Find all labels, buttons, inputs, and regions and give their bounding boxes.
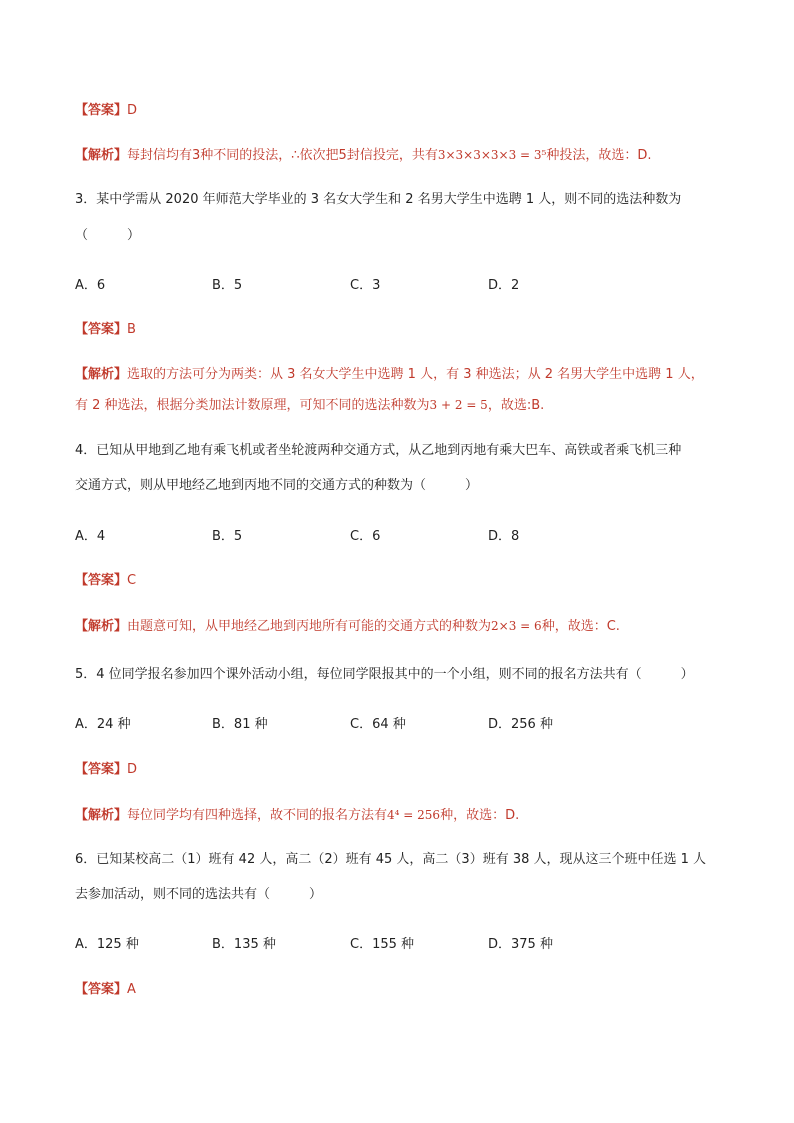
analysis-line-q3 [75,366,734,384]
question-6-option-d: D．375 种 [488,937,553,952]
question-4-option-c: C．6 [350,529,381,544]
question-6-option-c: C．155 种 [350,937,415,952]
question-5-stem: 5．4 位同学报名参加四个课外活动小组，每位同学限报其中的一个小组，则不同的报名方法共有（ ） [75,667,694,682]
answer-line-q2 [75,102,734,120]
analysis-math: 3 + 2 = 5 [429,398,488,412]
answer-tag: 【答案】 [75,762,128,777]
answer-value: B [127,322,136,337]
answer-value: C [127,573,137,588]
analysis-text: 由题意可知，从甲地经乙地到丙地所有可能的交通方式的种数为 [127,619,492,634]
analysis-text: 选取的方法可分为两类：从 3 名女大学生中选聘 1 人，有 3 种选法；从 2 名男大学生中选聘 1 人， [127,367,704,382]
analysis-math: 2×3 = 6 [491,619,542,633]
question-3-option-c: C．3 [350,278,381,293]
question-3-option-a: A．6 [75,278,106,293]
question-5-option-d: D．256 种 [488,717,553,732]
answer-tag: 【答案】 [75,322,128,337]
question-6-option-b: B．135 种 [212,937,276,952]
analysis-text-end: 种，故选：C. [541,619,620,634]
question-5-option-c: C．64 种 [350,717,406,732]
answer-tag: 【答案】 [75,982,128,997]
analysis-tag: 【解析】 [75,619,128,634]
answer-line-q3 [75,321,734,339]
question-4-stem: 4．已知从甲地到乙地有乘飞机或者坐轮渡两种交通方式，从乙地到丙地有乘大巴车、高铁或者乘飞机三种 [75,443,682,458]
answer-value: D [127,103,138,118]
analysis-text-end: ，故选:B. [487,398,545,413]
answer-tag: 【答案】 [75,573,128,588]
analysis-text-end: 种投法，故选：D. [546,148,652,163]
question-6-stem: 6．已知某校高二（1）班有 42 人，高二（2）班有 45 人，高二（3）班有 38 人，现从这三个班中任选 1 人 [75,852,707,867]
question-3-option-d: D．2 [488,278,520,293]
answer-line-q5 [75,761,734,779]
analysis-tag: 【解析】 [75,808,128,823]
analysis-math: 3×3×3×3×3 = 3⁵ [437,148,547,162]
analysis-line-q2 [75,146,734,165]
analysis-line-q3-cont [75,396,734,415]
answer-value: D [127,762,138,777]
answer-line-q4 [75,572,734,590]
question-4-option-b: B．5 [212,529,243,544]
analysis-text: 每封信均有3种不同的投法，∴依次把5封信投完，共有 [127,148,438,163]
analysis-text: 每位同学均有四种选择，故不同的报名方法有 [127,808,388,823]
question-3-stem: 3．某中学需从 2020 年师范大学毕业的 3 名女大学生和 2 名男大学生中选聘 1 人，则不同的选法种数为 [75,192,682,207]
analysis-text-end: 种，故选：D. [440,808,520,823]
answer-value: A [127,982,136,997]
question-6-option-a: A．125 种 [75,937,139,952]
question-4-option-d: D．8 [488,529,520,544]
question-3-stem-cont: （ ） [75,228,141,243]
answer-tag: 【答案】 [75,103,128,118]
analysis-text: 有 2 种选法，根据分类加法计数原理，可知不同的选法种数为 [75,398,430,413]
analysis-tag: 【解析】 [75,367,128,382]
question-5-option-b: B．81 种 [212,717,268,732]
question-4-stem-cont: 交通方式，则从甲地经乙地到丙地不同的交通方式的种数为（ ） [75,478,479,493]
question-6-stem-cont: 去参加活动，则不同的选法共有（ ） [75,887,323,902]
analysis-math: 4⁴ = 256 [387,808,441,822]
question-3-option-b: B．5 [212,278,243,293]
analysis-line-q4 [75,617,734,636]
analysis-tag: 【解析】 [75,148,128,163]
question-5-option-a: A．24 种 [75,717,131,732]
analysis-line-q5 [75,806,734,825]
answer-line-q6 [75,981,734,999]
question-4-option-a: A．4 [75,529,106,544]
